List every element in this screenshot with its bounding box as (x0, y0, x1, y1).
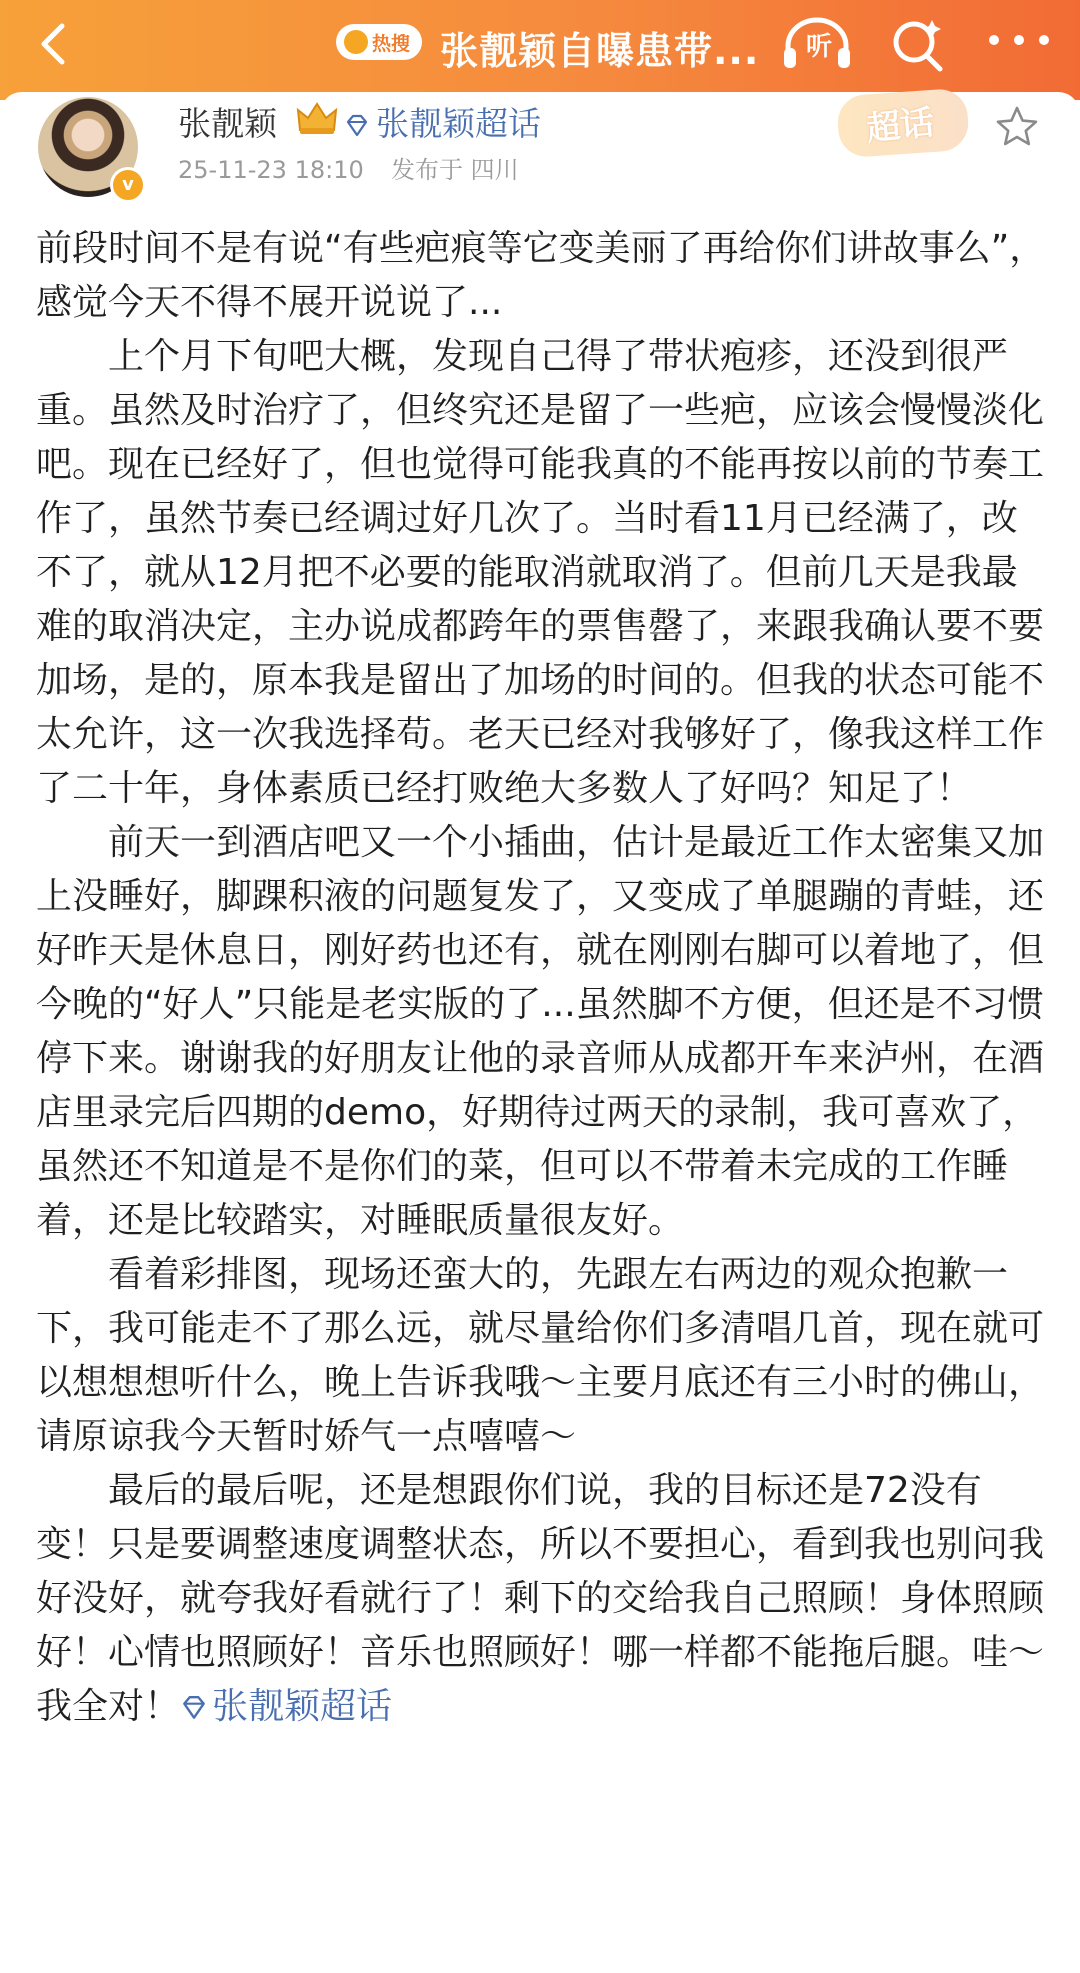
tail-topic-link[interactable] (180, 1686, 392, 1727)
listen-label: 听 (806, 32, 833, 62)
star-icon[interactable] (994, 104, 1040, 150)
hot-search-label: 热搜 (372, 33, 411, 55)
post-paragraph-text: 最后的最后呢，还是想跟你们说，我的目标还是72没有变！只是要调整速度调整状态，所以不要担心，看到我也别问我好没好，就夸我好看就行了！剩下的交给我自己照顾！身体照顾好！心情也照顾好！音乐也照顾好！哪一样都不能拖后腿。哇～我全对！ (36, 1470, 1045, 1727)
post-meta (178, 150, 519, 185)
verified-badge-icon: v (110, 167, 146, 203)
page-title[interactable]: 张靓颖自曝患带... (440, 29, 760, 73)
back-arrow-icon[interactable] (28, 14, 88, 74)
post-paragraph: 前段时间不是有说“有些疤痕等它变美丽了再给你们讲故事么”，感觉今天不得不展开说说了... (36, 228, 1046, 323)
post-paragraph-last (36, 1464, 1046, 1734)
more-icon[interactable] (984, 30, 1054, 50)
post-location: 发布于 四川 (391, 156, 519, 184)
crown-icon (296, 100, 338, 136)
search-icon[interactable] (886, 12, 950, 76)
hot-search-chip[interactable] (336, 24, 422, 60)
post-paragraph: 前天一到酒店吧又一个小插曲，估计是最近工作太密集又加上没睡好，脚踝积液的问题复发了，又变成了单腿蹦的青蛙，还好昨天是休息日，刚好药也还有，就在刚刚右脚可以着地了，但今晚的“好人”只能是老实版的了...虽然脚不方便，但还是不习惯停下来。谢谢我的好朋友让他的录音师从成都开车来泸州，在酒店里录完后四期的demo，好期待过两天的录制，我可喜欢了，虽然还不知道是不是你们的菜，但可以不带着未完成的工作睡着，还是比较踏实，对睡眠质量很友好。 (36, 822, 1045, 1241)
post-date: 25-11-23 18:10 (178, 156, 364, 184)
hot-search-icon (344, 30, 368, 54)
topic-diamond-icon (344, 113, 370, 139)
post-paragraph: 上个月下旬吧大概，发现自己得了带状疱疹，还没到很严重。虽然及时治疗了，但终究还是留了一些疤，应该会慢慢淡化吧。现在已经好了，但也觉得可能我真的不能再按以前的节奏工作了，虽然节奏已经调过好几次了。当时看11月已经满了，改不了，就从12月把不必要的能取消就取消了。但前几天是我最难的取消决定，主办说成都跨年的票售罄了，来跟我确认要不要加场，是的，原本我是留出了加场的时间的。但我的状态可能不太允许，这一次我选择苟。老天已经对我够好了，像我这样工作了二十年，身体素质已经打败绝大多数人了好吗？知足了！ (36, 336, 1045, 809)
post-paragraph: 看着彩排图，现场还蛮大的，先跟左右两边的观众抱歉一下，我可能走不了那么远，就尽量给你们多清唱几首，现在就可以想想想听什么，晚上告诉我哦～主要月底还有三小时的佛山，请原谅我今天暂时娇气一点嘻嘻～ (36, 1254, 1045, 1457)
tail-topic-label: 张靓颖超话 (212, 1686, 393, 1727)
post-body (36, 222, 1046, 1734)
author-name[interactable]: 张靓颖 (178, 104, 277, 143)
topic-link-label: 张靓颖超话 (376, 104, 541, 143)
top-navigation-bar (0, 0, 1080, 100)
topic-diamond-icon (180, 1694, 208, 1722)
topic-link[interactable] (344, 98, 541, 145)
super-topic-stamp-label: 超话 (864, 102, 937, 150)
